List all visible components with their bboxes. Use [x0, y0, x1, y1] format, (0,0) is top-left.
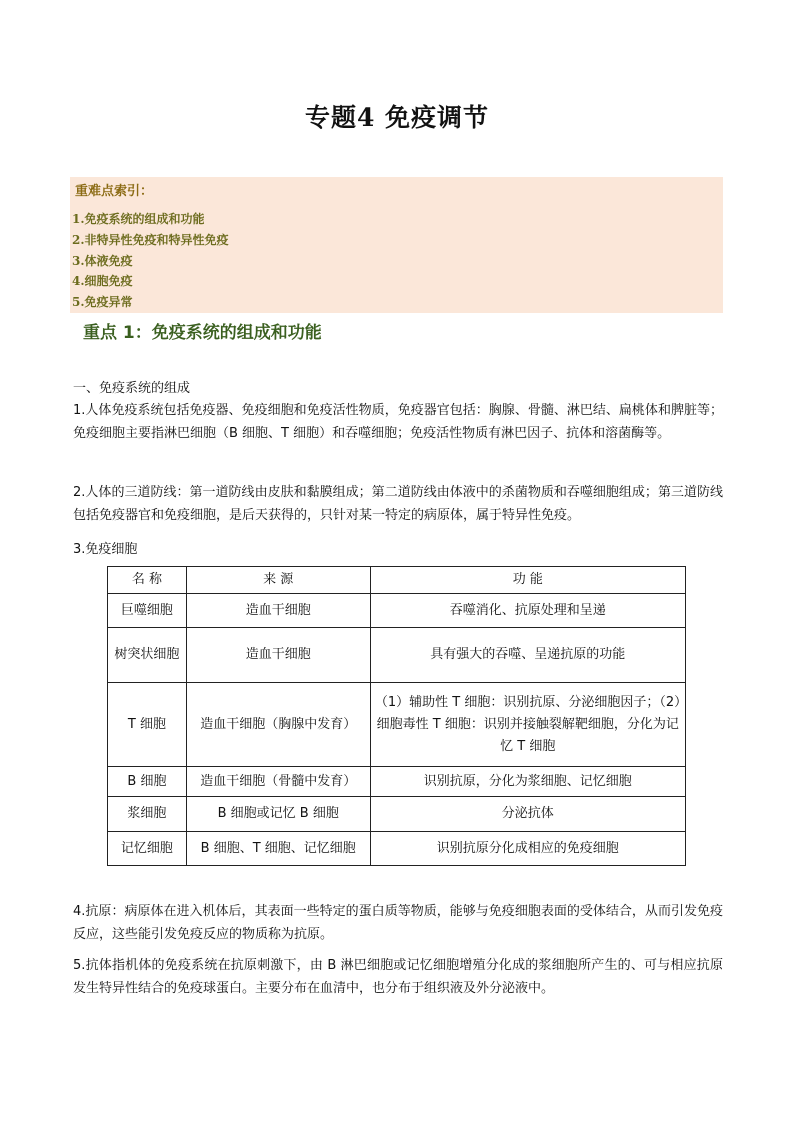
paragraph-antibody: 5.抗体指机体的免疫系统在抗原刺激下，由 B 淋巴细胞或记忆细胞增殖分化成的浆细胞所产生的、可与相应抗原发生特异性结合的免疫球蛋白。主要分布在血清中，也分布于组织液及外分泌液中。 [73, 958, 723, 996]
cell-source: B 细胞或记忆 B 细胞 [186, 797, 370, 832]
cell-function: 吞噬消化、抗原处理和呈递 [370, 594, 685, 628]
cell-function: 具有强大的吞噬、呈递抗原的功能 [370, 628, 685, 683]
table-row [108, 594, 686, 628]
cell-function: （1）辅助性 T 细胞：识别抗原、分泌细胞因子；（2）细胞毒性 T 细胞：识别并接触裂解靶细胞，分化为记忆 T 细胞 [370, 683, 685, 767]
cell-name: 树突状细胞 [108, 628, 187, 683]
table-row [108, 832, 686, 866]
section-heading: 重点 1：免疫系统的组成和功能 [83, 323, 322, 343]
table-row [108, 767, 686, 797]
index-list [72, 209, 229, 313]
page-title: 专题4 免疫调节 [304, 103, 490, 132]
cell-function: 识别抗原，分化为浆细胞、记忆细胞 [370, 767, 685, 797]
cell-name: 巨噬细胞 [108, 594, 187, 628]
cell-name: 记忆细胞 [108, 832, 187, 866]
key-points-index [70, 177, 723, 313]
index-item: 1.免疫系统的组成和功能 [72, 212, 205, 226]
cell-source: 造血干细胞（骨髓中发育） [186, 767, 370, 797]
cell-function: 分泌抗体 [370, 797, 685, 832]
cell-name: T 细胞 [108, 683, 187, 767]
cell-source: B 细胞、T 细胞、记忆细胞 [186, 832, 370, 866]
cell-source: 造血干细胞 [186, 594, 370, 628]
column-header-function: 功 能 [370, 567, 685, 594]
cell-name: 浆细胞 [108, 797, 187, 832]
index-item: 4.细胞免疫 [72, 274, 133, 289]
table-row [108, 628, 686, 683]
table-row [108, 797, 686, 832]
table-row [108, 683, 686, 767]
immune-cells-table [107, 566, 686, 866]
column-header-source: 来 源 [186, 567, 370, 594]
cell-source: 造血干细胞（胸腺中发育） [186, 683, 370, 767]
table-header-row [108, 567, 686, 594]
index-item: 3.体液免疫 [72, 253, 133, 268]
paragraph-immune-cells-label: 3.免疫细胞 [73, 542, 138, 557]
cell-function: 识别抗原分化成相应的免疫细胞 [370, 832, 685, 866]
index-heading: 重难点索引： [75, 184, 154, 199]
cell-source: 造血干细胞 [186, 628, 370, 683]
column-header-name: 名 称 [108, 567, 187, 594]
index-item: 5.免疫异常 [72, 295, 133, 310]
paragraph-immune-system: 1.人体免疫系统包括免疫器、免疫细胞和免疫活性物质，免疫器官包括：胸腺、骨髓、淋巴结、扁桃体和脾脏等；免疫细胞主要指淋巴细胞（B 细胞、T 细胞）和吞噬细胞；免疫活性物质有淋巴因子、抗体和溶菌酶等。 [73, 403, 723, 441]
index-item: 2.非特异性免疫和特异性免疫 [72, 232, 229, 247]
paragraph-antigen: 4.抗原：病原体在进入机体后，其表面一些特定的蛋白质等物质，能够与免疫细胞表面的受体结合，从而引发免疫反应，这些能引发免疫反应的物质称为抗原。 [73, 904, 723, 942]
cell-name: B 细胞 [108, 767, 187, 797]
subsection-heading: 一、免疫系统的组成 [73, 381, 191, 396]
paragraph-three-defenses: 2.人体的三道防线：第一道防线由皮肤和黏膜组成；第二道防线由体液中的杀菌物质和吞噬细胞组成；第三道防线包括免疫器官和免疫细胞，是后天获得的，只针对某一特定的病原体，属于特异性免疫。 [73, 485, 723, 523]
